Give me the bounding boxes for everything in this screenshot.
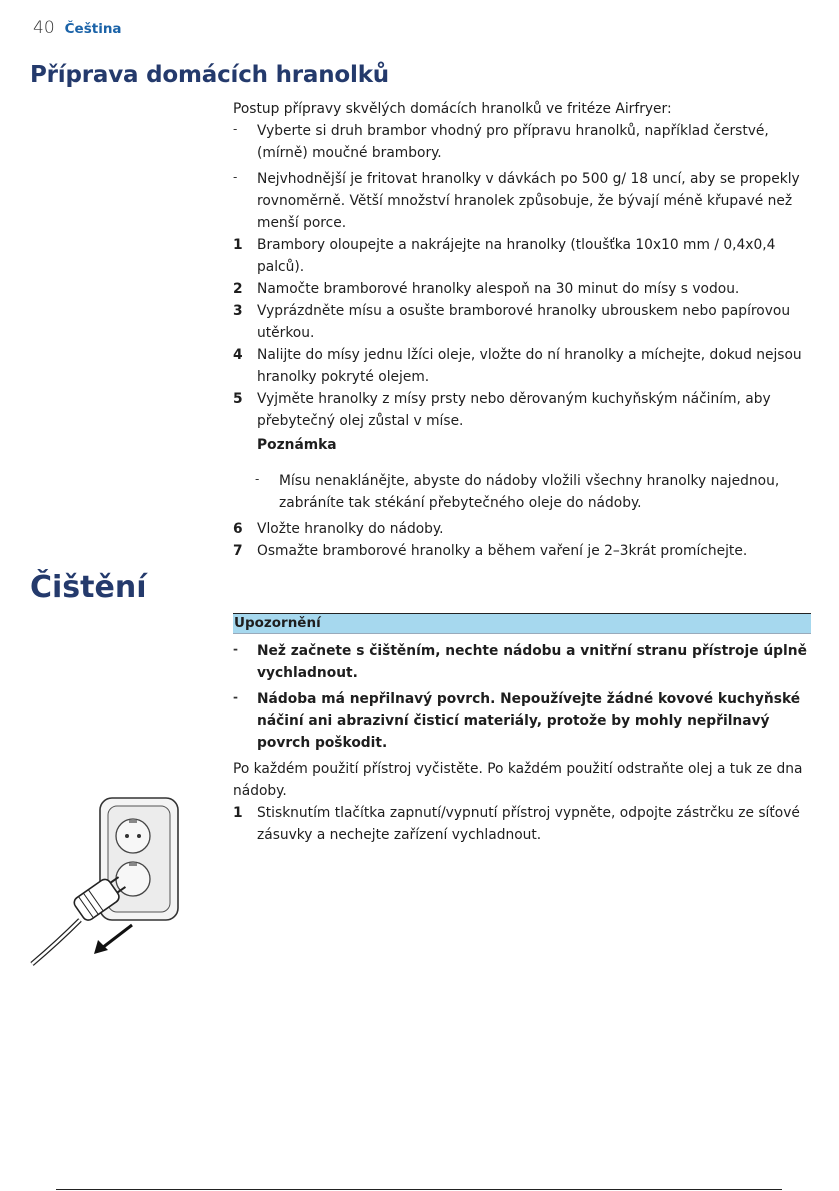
warning-text: Než začnete s čištěním, nechte nádobu a vnitřní stranu přístroje úplně vychladnout. <box>257 643 807 681</box>
step-item <box>233 234 811 278</box>
step-number: 6 <box>233 520 243 537</box>
step-number: 7 <box>233 542 243 559</box>
step-text: Vložte hranolky do nádoby. <box>257 520 444 537</box>
warning-item <box>233 640 811 684</box>
page-number: 40 <box>33 18 55 38</box>
list-item <box>233 120 811 164</box>
step-item <box>233 518 811 540</box>
dash-bullet: - <box>255 471 260 486</box>
unplug-socket-illustration <box>28 792 183 967</box>
step-item <box>233 278 811 300</box>
cleaning-content <box>233 613 811 846</box>
fries-content <box>233 98 811 562</box>
list-item <box>233 168 811 234</box>
dash-bullet: - <box>233 642 238 656</box>
fries-intro: Postup přípravy skvělých domácích hranolků ve fritéze Airfryer: <box>233 101 672 117</box>
page-header <box>33 18 122 38</box>
language-label: Čeština <box>64 21 122 37</box>
step-text: Nalijte do mísy jednu lžíci oleje, vložte do ní hranolky a míchejte, dokud nejsou hranolky pokryté olejem. <box>257 347 802 385</box>
step-number: 4 <box>233 347 243 363</box>
section-title-cleaning: Čištění <box>30 570 147 605</box>
step-text: Osmažte bramborové hranolky a během vaření je 2–3krát promíchejte. <box>257 542 748 559</box>
step-number: 1 <box>233 237 243 253</box>
dash-bullet: - <box>233 170 238 184</box>
dash-bullet: - <box>233 690 238 704</box>
step-text: Namočte bramborové hranolky alespoň na 30 minut do mísy s vodou. <box>257 281 740 297</box>
step-number: 3 <box>233 303 243 319</box>
step-text: Vyprázdněte mísu a osušte bramborové hranolky ubrouskem nebo papírovou utěrkou. <box>257 303 791 341</box>
cleaning-intro: Po každém použití přístroj vyčistěte. Po každém použití odstraňte olej a tuk ze dna nádoby. <box>233 761 803 799</box>
warning-text: Nádoba má nepřilnavý povrch. Nepoužívejte žádné kovové kuchyňské náčiní ani abrazivní čisticí materiály, protože by mohly nepřilnavý povrch poškodit. <box>257 691 801 751</box>
step-item <box>233 388 811 432</box>
bullet-text: Vyberte si druh brambor vhodný pro přípravu hranolků, například čerstvé, (mírně) moučné brambory. <box>257 123 769 161</box>
step-item <box>233 344 811 388</box>
step-item <box>233 802 811 846</box>
bullet-text: Nejvhodnější je fritovat hranolky v dávkách po 500 g/ 18 uncí, aby se propekly rovnoměrně. Větší množství hranolek způsobuje, že bývají méně křupavé než menší porce. <box>257 171 800 231</box>
note-item <box>255 470 811 514</box>
footer-rule <box>56 1189 782 1190</box>
step-text: Stisknutím tlačítka zapnutí/vypnutí přístroj vypněte, odpojte zástrčku ze síťové zásuvky a nechejte zařízení vychladnout. <box>257 805 800 843</box>
note-title: Poznámka <box>257 437 337 453</box>
step-item <box>233 540 811 562</box>
warning-title-bar: Upozornění <box>233 613 811 634</box>
section-title-fries: Příprava domácích hranolků <box>30 62 389 88</box>
step-text: Vyjměte hranolky z mísy prsty nebo děrovaným kuchyňským náčiním, aby přebytečný olej zůstal v míse. <box>257 391 771 429</box>
step-text: Brambory oloupejte a nakrájejte na hranolky (tloušťka 10x10 mm / 0,4x0,4 palců). <box>257 237 776 275</box>
step-item <box>233 300 811 344</box>
step-number: 2 <box>233 281 243 297</box>
step-number: 5 <box>233 391 243 407</box>
note-text: Mísu nenaklánějte, abyste do nádoby vložili všechny hranolky najednou, zabráníte tak stékání přebytečného oleje do nádoby. <box>279 472 780 511</box>
step-number: 1 <box>233 805 243 821</box>
warning-item <box>233 688 811 754</box>
dash-bullet: - <box>233 122 238 136</box>
